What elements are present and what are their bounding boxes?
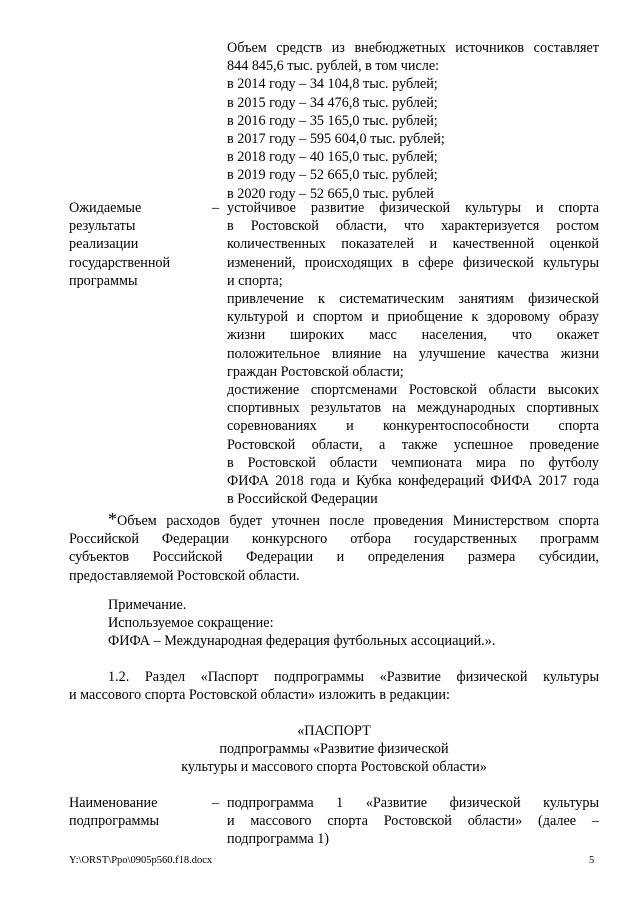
footnote-first-line [69,509,599,530]
footnote [69,509,599,585]
financing-line: Объем средств из внебюджетных источников составляет [227,40,599,56]
financing-line: в 2019 году – 52 665,0 тыс. рублей; [227,167,438,184]
label-line: программы [69,272,138,289]
footnote-line: Российской Федерации конкурсного отбора государственных программ [69,531,599,548]
footnote-line: предоставляемой Ростовской области. [69,567,300,584]
financing-line: в 2016 году – 35 165,0 тыс. рублей; [227,112,438,129]
passport-subtitle: культуры и массового спорта Ростовской области» [181,759,487,776]
passport-title: «ПАСПОРТ [297,723,371,739]
note [108,596,599,651]
expected-results-label [69,199,209,290]
note-title: Примечание. [108,597,187,613]
text-line: и спорта; [227,272,283,289]
footnote-line: субъектов Российской Федерации и определения размера субсидии, [69,549,599,566]
text-line: подпрограмма 1 «Развитие физической культуры [227,795,599,811]
passport-subtitle: подпрограммы «Развитие физической [219,741,449,758]
financing-line: 844 845,6 тыс. рублей, в том числе: [227,58,440,75]
text-line: положительное влияние на улучшение качества жизни [227,345,599,362]
financing-block [227,39,599,203]
section-line: и массового спорта Ростовской области» изложить в редакции: [69,687,450,704]
text-line: привлечение к систематическим занятиям физической [227,291,599,308]
label-line: Ожидаемые [69,200,142,216]
text-line: в Российской Федерации [227,491,378,508]
section-line: 1.2. Раздел «Паспорт подпрограммы «Развитие физической культуры [108,669,599,685]
financing-line: в 2017 году – 595 604,0 тыс. рублей; [227,131,445,148]
text-line: культурой и спортом и приобщение к здоровому образу [227,309,599,326]
expected-results-text [227,199,599,508]
text-line: жизни широких масс населения, что окажет [227,327,599,344]
financing-line: в 2018 году – 40 165,0 тыс. рублей; [227,149,438,166]
note-line: Используемое сокращение: [108,615,274,632]
text-line: Ростовской области, а также успешное проведение [227,436,599,453]
text-line: граждан Ростовской области; [227,363,404,380]
financing-line: в 2014 году – 34 104,8 тыс. рублей; [227,76,438,93]
text-line: изменений, происходящих в сфере физической культуры [227,254,599,271]
text-line: количественных показателей и качественной оценкой [227,236,599,253]
footnote-line: Объем расходов будет уточнен после проведения Министерством спорта [117,513,599,529]
subprogram-name-text [227,794,599,849]
financing-line: в 2015 году – 34 476,8 тыс. рублей; [227,94,438,111]
page-number: 5 [589,855,595,866]
text-line: соревнованиях и конкурентоспособности спорта [227,418,599,435]
label-line: подпрограммы [69,813,159,830]
text-line: и массового спорта Ростовской области» (далее – [227,813,599,830]
subprogram-name-dash: – [212,795,220,811]
text-line: спортивных результатов на международных спортивных [227,400,599,417]
text-line: в Ростовской области, что характеризуется ростом [227,218,599,235]
label-line: реализации [69,236,139,253]
footnote-star: * [108,509,117,529]
financing-line: в 2020 году – 52 665,0 тыс. рублей [227,185,434,202]
section-paragraph [69,668,599,704]
passport-heading [69,722,599,777]
text-line: достижение спортсменами Ростовской области высоких [227,382,599,399]
note-line: ФИФА – Международная федерация футбольных ассоциаций.». [108,633,496,650]
text-line: ФИФА 2018 года и Кубка конфедераций ФИФА 2017 года [227,473,599,490]
text-line: устойчивое развитие физической культуры и спорта [227,200,599,216]
label-line: Наименование [69,795,158,811]
label-line: результаты [69,218,136,235]
expected-results-dash: – [212,200,220,216]
label-line: государственной [69,254,171,271]
subprogram-name-label [69,794,209,830]
text-line: подпрограмма 1) [227,831,330,848]
text-line: в Ростовской области чемпионата мира по футболу [227,454,599,471]
footer-file-path: Y:\ORST\Ppo\0905p560.f18.docx [69,855,213,866]
